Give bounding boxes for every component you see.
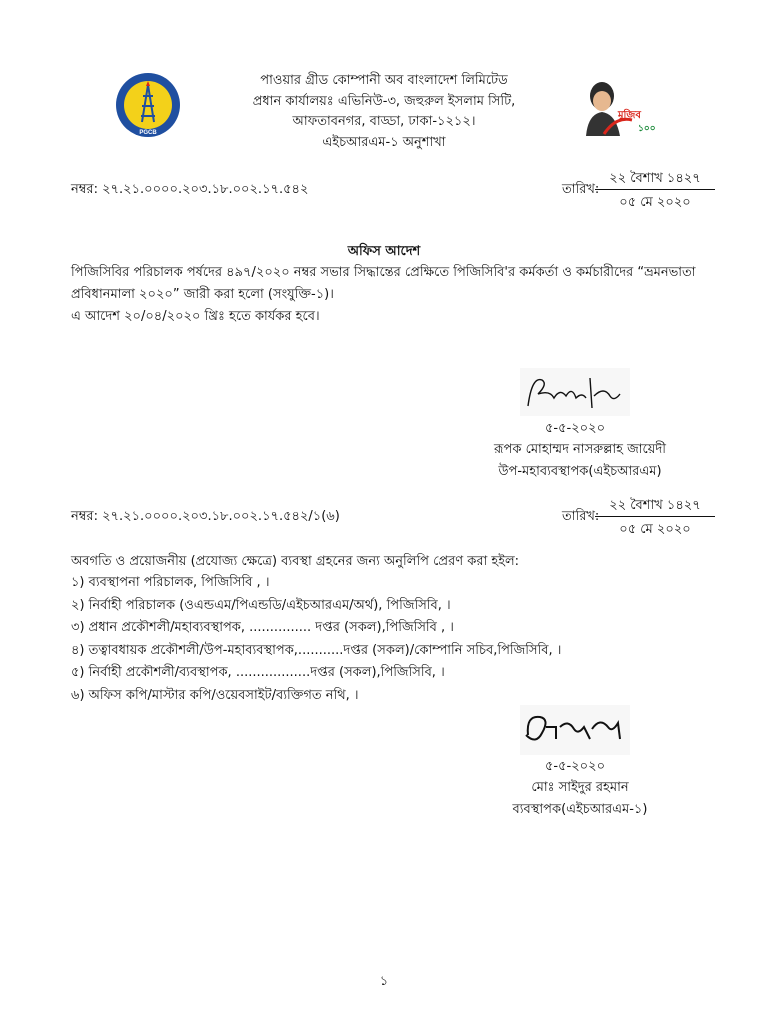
date-bangla-2: ২২ বৈশাখ ১৪২৭ [595, 497, 715, 517]
date-english-2: ০৫ মে ২০২০ [619, 522, 691, 537]
office-order-title: অফিস আদেশ [347, 244, 421, 259]
list-item: ৩) প্রধান প্রকৌশলী/মহাব্যবস্থাপক, ............... দপ্তর (সকল),পিজিসিবি , । [71, 620, 454, 635]
date-label-2: তারিখ: [562, 509, 600, 524]
list-item: ২) নির্বাহী পরিচালক (ওএন্ডএম/পিএন্ডডি/এইচআরএম/অর্থ), পিজিসিবি, । [71, 597, 451, 613]
signature-1-image [520, 368, 630, 416]
date-block-1 [595, 170, 715, 212]
order-body-line-1: পিজিসিবির পরিচালক পর্ষদের ৪৯৭/২০২০ নম্বর সভার সিদ্ধান্তের প্রেক্ষিতে পিজিসিবি'র কর্মকর্তা ও কর্মচারীদের “ভ্রমনভাতা [71, 265, 696, 280]
signatory-2-designation: ব্যবস্থাপক(এইচআরএম-১) [512, 802, 648, 817]
distribution-intro: অবগতি ও প্রয়োজনীয় (প্রযোজ্য ক্ষেত্রে) ব্যবস্থা গ্রহনের জন্য অনুলিপি প্রেরণ করা হইল: [71, 554, 520, 569]
signature-2-date: ৫-৫-২০২০ [544, 759, 606, 774]
mujib-100-logo-icon [576, 76, 662, 136]
order-body-line-2: প্রবিধানমালা ২০২০” জারী করা হলো (সংযুক্তি-১)। [71, 287, 334, 302]
address-line-2: আফতাবনগর, বাড্ডা, ঢাকা-১২১২। [292, 114, 476, 129]
page-number: ১ [379, 974, 389, 989]
signature-1-date: ৫-৫-২০২০ [544, 421, 606, 436]
department-name: এইচআরএম-১ অনুশাখা [322, 134, 446, 150]
distribution-list [71, 574, 561, 705]
date-bangla-1: ২২ বৈশাখ ১৪২৭ [595, 170, 715, 190]
memo-number-2: নম্বর: ২৭.২১.০০০০.২০৩.১৮.০০২.১৭.৫৪২/১(৬) [71, 509, 340, 524]
date-english-1: ০৫ মে ২০২০ [619, 195, 691, 210]
signatory-2-name: মোঃ সাইদুর রহমান [531, 780, 629, 795]
signatory-1-name: রূপক মোহাম্মদ নাসরুল্লাহ জায়েদী [494, 442, 666, 457]
list-item: ৬) অফিস কপি/মাস্টার কপি/ওয়েবসাইট/ব্যক্তিগত নথি, । [71, 687, 359, 703]
pgcb-logo-icon [115, 72, 181, 138]
date-label-1: তারিখ: [562, 182, 600, 197]
letterhead [184, 71, 584, 153]
company-name: পাওয়ার গ্রীড কোম্পানী অব বাংলাদেশ লিমিটেড [260, 73, 508, 88]
list-item: ৪) তত্বাবধায়ক প্রকৌশলী/উপ-মহাব্যবস্থাপক,...........দপ্তর (সকল)/কোম্পানি সচিব,পিজিসিবি, । [71, 642, 562, 658]
signatory-1-designation: উপ-মহাব্যবস্থাপক(এইচআরএম) [498, 464, 662, 479]
date-block-2 [595, 497, 715, 539]
mujib-text: মুজিব [618, 110, 641, 121]
list-item: ৫) নির্বাহী প্রকৌশলী/ব্যবস্থাপক, ..................দপ্তর (সকল),পিজিসিবি, । [71, 665, 445, 680]
list-item: ১) ব্যবস্থাপনা পরিচালক, পিজিসিবি , । [71, 575, 270, 590]
address-line-1: প্রধান কার্যালয়ঃ এভিনিউ-৩, জহুরুল ইসলাম সিটি, [252, 93, 516, 109]
signature-2-image [520, 705, 630, 755]
mujib-year: ১০০ [638, 124, 656, 134]
memo-number-1: নম্বর: ২৭.২১.০০০০.২০৩.১৮.০০২.১৭.৫৪২ [71, 182, 309, 197]
logo-text: PGCB [139, 130, 157, 136]
order-body-line-3: এ আদেশ ২০/০৪/২০২০ খ্রিঃ হতে কার্যকর হবে। [71, 309, 320, 324]
